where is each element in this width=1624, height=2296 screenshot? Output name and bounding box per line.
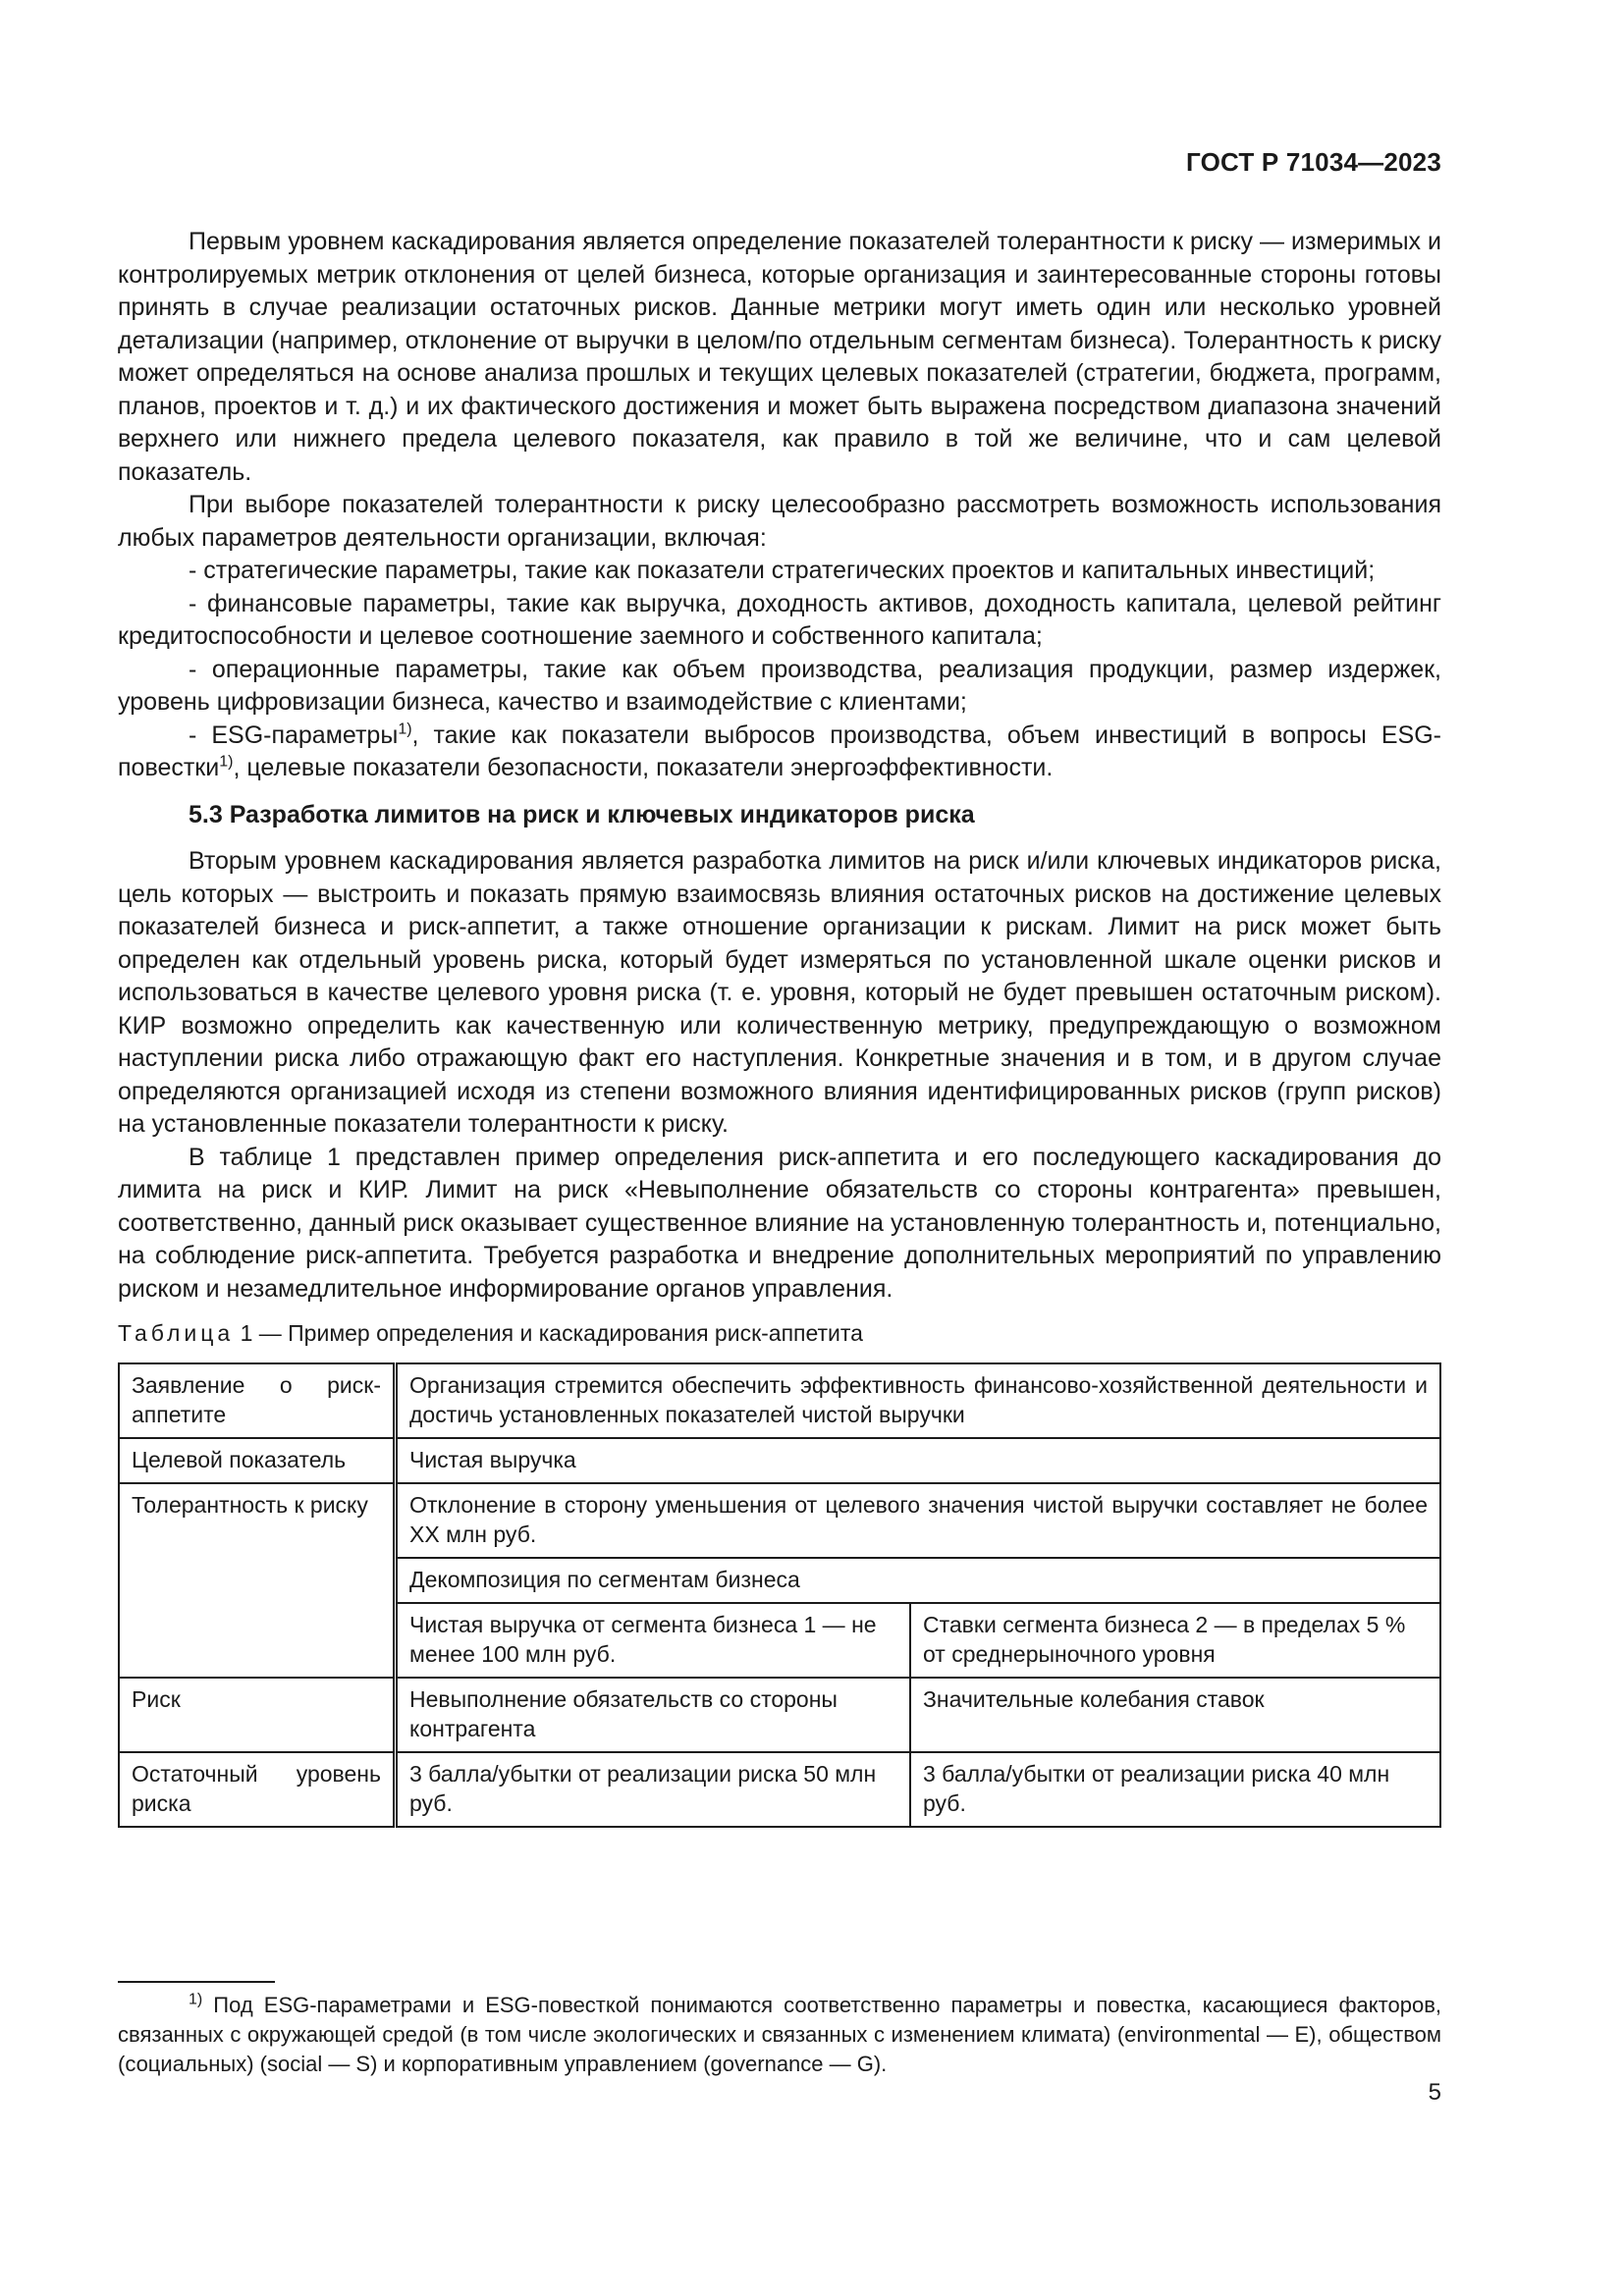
table-cell: Значительные колебания ставок (910, 1678, 1440, 1752)
label-word: о (279, 1371, 293, 1398)
list-item-text: , такие как показатели выбросов производства, объем инвестиций в вопросы ESG-повестки (118, 721, 1441, 781)
paragraph: Вторым уровнем каскадирования является разработка лимитов на риск и/или ключевых индикаторов риска, цель которых — выстроить и показать прямую взаимосвязь влияния остаточных рисков на достижение целевых показателей бизнеса и риск-аппетит, а также отношение организации к рискам. Лимит на риск может быть определен как отдельный уровень риска, который будет измеряться по установленной шкале оценки рисков и использоваться в качестве целевого уровня риска (т. е. уровня, который не будет превышен остаточным риском). КИР возможно определить как качественную или количественную метрику, предупреждающую о возможном наступлении риска либо отражающую факт его наступления. Конкретные значения и в том, и в другом случае определяются организацией исходя из степени возможного влияния идентифицированных рисков (групп рисков) на установленные показатели толерантности к риску. (118, 847, 1441, 1138)
table-cell: Ставки сегмента бизнеса 2 — в пределах 5 % от среднерыночного уровня (910, 1603, 1440, 1678)
document-code: ГОСТ Р 71034—2023 (1186, 147, 1441, 177)
table-cell-label: Целевой показатель (119, 1438, 396, 1483)
label-line: риска (132, 1789, 191, 1816)
paragraph: Первым уровнем каскадирования является определение показателей толерантности к риску — измеримых и контролируемых метрик отклонения от целей бизнеса, которые организация и заинтересованные стороны готовы принять в случае реализации остаточных рисков. Данные метрики могут иметь один или несколько уровней детализации (например, отклонение от выручки в целом/по отдельным сегментам бизнеса). Толерантность к риску может определяться на основе анализа прошлых и текущих целевых показателей (стратегии, бюджета, программ, планов, проектов и т. д.) и их фактического достижения и может быть выражена посредством диапазона значений верхнего или нижнего предела целевого показателя, как правило в той же величине, что и сам целевой показатель. (118, 228, 1441, 486)
list-item: - операционные параметры, такие как объем производства, реализация продукции, размер издержек, уровень цифровизации бизнеса, качество и взаимодействие с клиентами; (118, 655, 1441, 716)
footnote-text: Под ESG-параметрами и ESG-повесткой понимаются соответственно параметры и повестка, касающиеся факторов, связанных с окружающей средой (в том числе экологических и связанных с изменением климата) (environmental — E), обществом (социальных) (social — S) и корпоративным управлением (governance — G). (118, 1993, 1441, 2076)
table-row (119, 1483, 1440, 1558)
paragraph: В таблице 1 представлен пример определения риск-аппетита и его последующего каскадирования до лимита на риск и КИР. Лимит на риск «Невыполнение обязательств со стороны контрагента» превышен, соответственно, данный риск оказывает существенное влияние на установленную толерантность и, потенциально, на соблюдение риск-аппетита. Требуется разработка и внедрение дополнительных мероприятий по управлению риском и незамедлительное информирование органов управления. (118, 1143, 1441, 1303)
footnote-reference: 1) (398, 721, 412, 738)
table-caption-text: 1 — Пример определения и каскадирования риск-аппетита (234, 1320, 863, 1346)
table-caption-word: Таблица (118, 1320, 235, 1346)
table-cell-label: Толерантность к риску (119, 1483, 396, 1678)
table-row (119, 1678, 1440, 1752)
label-word: Заявление (132, 1371, 245, 1398)
body-text (118, 226, 1441, 1828)
paragraph: При выборе показателей толерантности к риску целесообразно рассмотреть возможность использования любых параметров деятельности организации, включая: (118, 491, 1441, 552)
footnote (118, 1991, 1441, 2079)
table-row (119, 1363, 1440, 1438)
footnote-reference: 1) (219, 753, 234, 771)
table-row (119, 1438, 1440, 1483)
section-heading: 5.3 Разработка лимитов на риск и ключевых индикаторов риска (189, 800, 975, 828)
list-item-text: , целевые показатели безопасности, показатели энергоэффективности. (233, 754, 1054, 781)
risk-appetite-table (118, 1362, 1441, 1828)
footnote-mark: 1) (189, 1991, 203, 2008)
table-caption (118, 1317, 1441, 1351)
table-cell: Отклонение в сторону уменьшения от целевого значения чистой выручки составляет не более XX млн руб. (396, 1483, 1441, 1558)
table-cell: Чистая выручка (396, 1438, 1441, 1483)
list-item: - стратегические параметры, такие как показатели стратегических проектов и капитальных инвестиций; (189, 557, 1376, 584)
list-item (118, 720, 1441, 785)
table-cell-label (119, 1363, 396, 1438)
table-cell: Декомпозиция по сегментам бизнеса (396, 1558, 1441, 1603)
footnote-separator (118, 1981, 275, 1983)
label-line: аппетите (132, 1401, 227, 1427)
label-word: риск- (327, 1371, 381, 1398)
page-number: 5 (1428, 2079, 1441, 2106)
label-line (132, 1370, 381, 1400)
table-row (119, 1752, 1440, 1827)
table-cell: Невыполнение обязательств со стороны контрагента (396, 1678, 911, 1752)
list-item-text: - ESG-параметры (189, 721, 399, 749)
label-word: уровень (296, 1760, 381, 1787)
table-cell: 3 балла/убытки от реализации риска 40 млн руб. (910, 1752, 1440, 1827)
table-cell: 3 балла/убытки от реализации риска 50 млн руб. (396, 1752, 911, 1827)
list-item: - финансовые параметры, такие как выручка, доходность активов, доходность капитала, целевой рейтинг кредитоспособности и целевое соотношение заемного и собственного капитала; (118, 589, 1441, 650)
table-cell-label: Риск (119, 1678, 396, 1752)
table-cell: Организация стремится обеспечить эффективность финансово-хозяйственной деятельности и достичь установленных показателей чистой выручки (396, 1363, 1441, 1438)
table-cell: Чистая выручка от сегмента бизнеса 1 — не менее 100 млн руб. (396, 1603, 911, 1678)
label-line (132, 1759, 381, 1789)
label-word: Остаточный (132, 1760, 258, 1787)
table-cell-label (119, 1752, 396, 1827)
